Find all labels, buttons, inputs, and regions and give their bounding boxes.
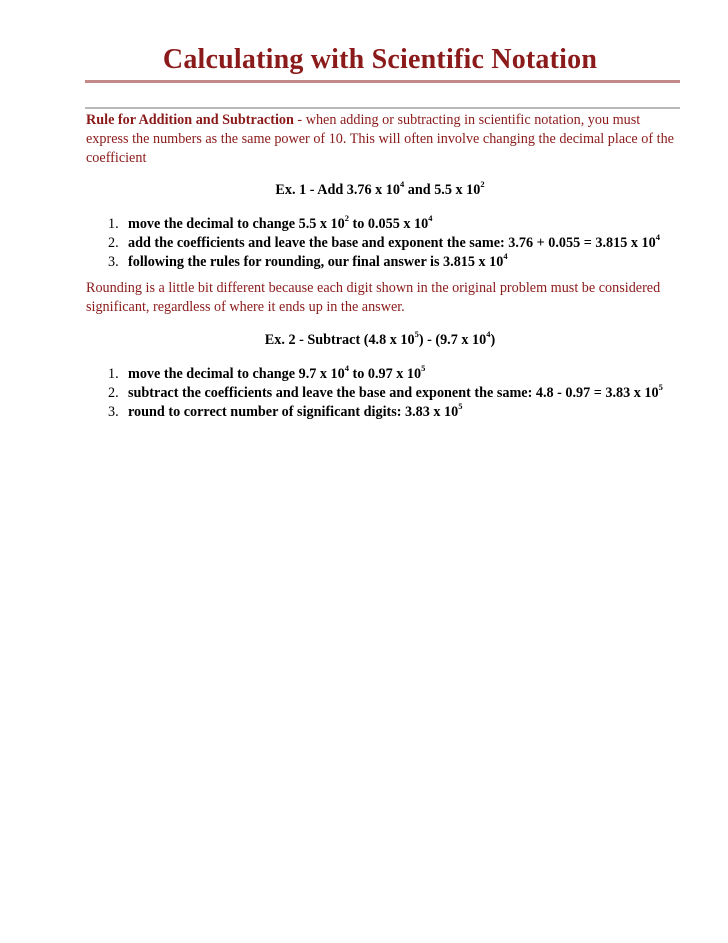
- step-number: 2.: [108, 385, 119, 401]
- step-text: round to correct number of significant digits: 3.83 x $10^5$: [128, 401, 463, 420]
- ex2-heading-exp: 5: [414, 329, 419, 339]
- step-number: 1.: [108, 366, 119, 382]
- rule-paragraph: [86, 111, 686, 168]
- ex2-heading-part: ): [490, 332, 496, 348]
- step-number: 3.: [108, 254, 119, 270]
- ex1-heading-part: and 5.5 x 10: [404, 182, 481, 198]
- step-text: add the coefficients and leave the base and exponent the same: 3.76 + 0.055 = 3.815 x $10^4$: [128, 232, 660, 251]
- example-1-heading: [0, 181, 728, 199]
- step-text: following the rules for rounding, our final answer is 3.815 x $10^4$: [128, 251, 508, 270]
- rule-body: - when adding or subtracting in scientific notation, you must express the numbers as the same power of 10. This will often involve changing the decimal place of the coefficient: [86, 112, 674, 166]
- ex2-heading-exp: 4: [486, 329, 491, 339]
- step-number: 2.: [108, 235, 119, 251]
- section-divider: [85, 107, 680, 109]
- step-number: 3.: [108, 404, 119, 420]
- rule-heading: Rule for Addition and Subtraction: [86, 112, 294, 128]
- ex1-heading-part: Ex. 1 - Add 3.76 x 10: [275, 182, 400, 198]
- ex2-heading-part: Ex. 2 - Subtract (4.8 x 10: [264, 332, 415, 348]
- step-text: move the decimal to change 9.7 x $10^4$ to 0.97 x $10^5$: [128, 363, 426, 382]
- ex1-heading-exp: 4: [399, 179, 405, 189]
- step-number: 1.: [108, 216, 119, 232]
- step-text: move the decimal to change 5.5 x $10^2$ to 0.055 x $10^4$: [128, 213, 433, 232]
- title-underline: [85, 80, 680, 83]
- ex1-heading-exp: 2: [480, 179, 485, 189]
- example-2-heading: [0, 331, 728, 349]
- ex2-heading-part: ) - (9.7 x 10: [418, 332, 487, 348]
- page-title: Calculating with Scientific Notation: [162, 44, 598, 75]
- step-text: subtract the coefficients and leave the base and exponent the same: 4.8 - 0.97 = 3.83 x $10^5$: [128, 382, 663, 401]
- rounding-paragraph: Rounding is a little bit different because each digit shown in the original problem must be considered significant, regardless of where it ends up in the answer.: [86, 280, 661, 315]
